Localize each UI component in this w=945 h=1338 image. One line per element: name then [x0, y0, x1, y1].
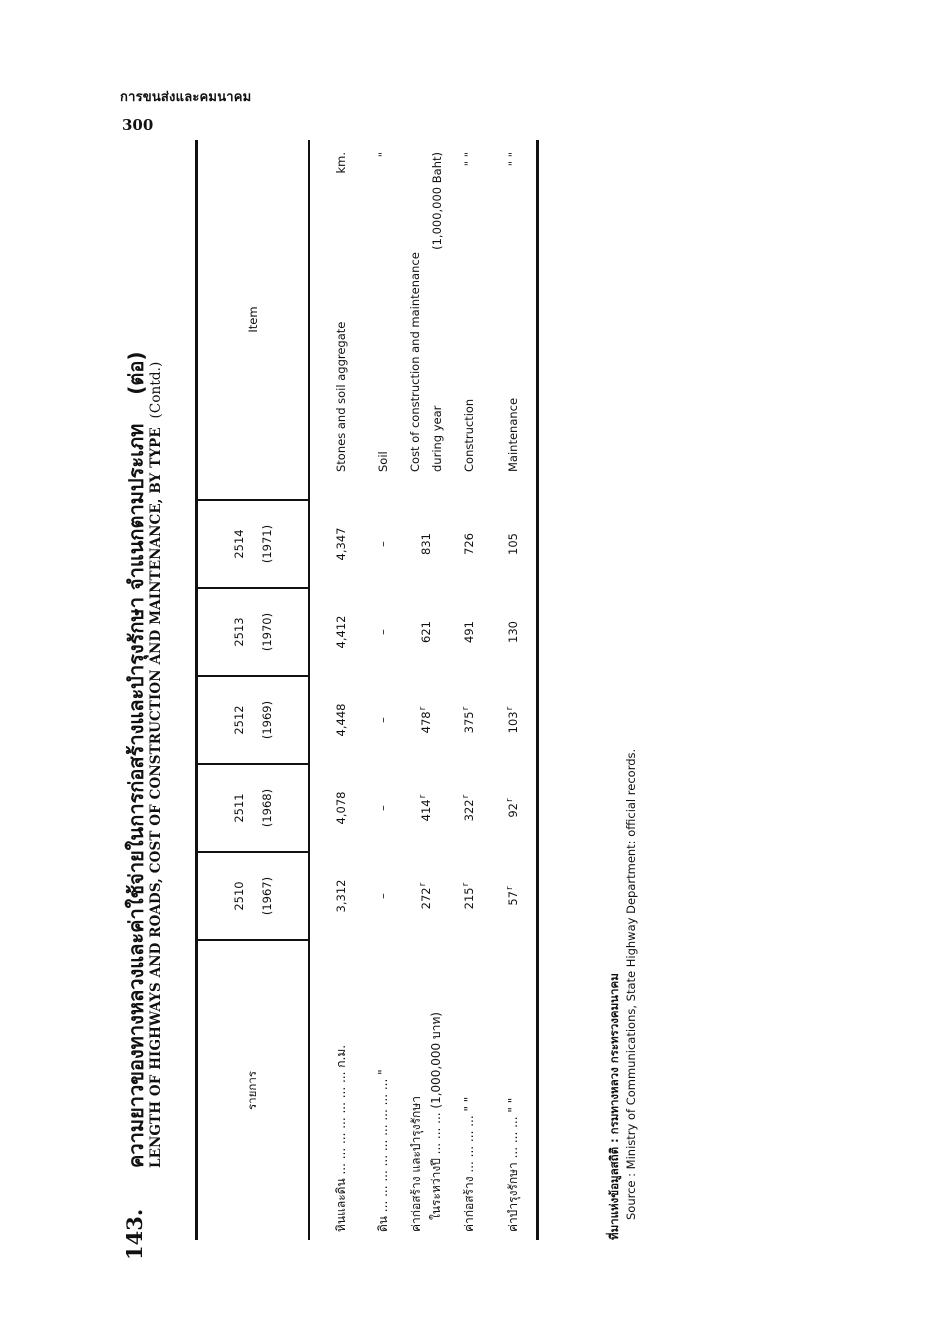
item-en: Maintenance — [505, 397, 520, 472]
year-be: 2514 — [231, 529, 246, 559]
table-row-maintenance — [490, 140, 538, 1240]
page-number: 300 — [122, 116, 154, 134]
row-label-thai: หินและดิน ... ... ... ... ... ... ... ก.ม. — [333, 1044, 348, 1232]
unit-label: " " — [461, 152, 476, 167]
value-cell: 4,347 — [333, 527, 348, 561]
header-year-1970 — [197, 588, 309, 676]
highway-data-table — [195, 140, 539, 1240]
table-row-stones-soil — [309, 140, 362, 1240]
row-label-english — [404, 140, 448, 500]
header-thai-item: รายการ — [197, 940, 309, 1240]
revised-mark: r — [505, 798, 516, 803]
table-title-english — [148, 362, 164, 1168]
header-english-item: Item — [197, 140, 309, 500]
value-cell: 92$^r$ — [490, 764, 538, 852]
item-en: Cost of construction and maintenance — [407, 252, 422, 472]
item-en: Construction — [461, 398, 476, 472]
value-cell: 272$^r$ — [418, 882, 433, 910]
value-cell: 105 — [490, 500, 538, 588]
value-cell: 57$^r$ — [490, 852, 538, 940]
section-header: การขนส่งและคมนาคม — [120, 90, 252, 105]
year-ce: (1967) — [259, 876, 274, 916]
value-cell: 4,412 — [333, 615, 348, 649]
year-be: 2511 — [231, 793, 246, 823]
item-en-line2: during year (1,000,000 Baht) — [426, 140, 448, 472]
value-cell: – — [375, 541, 390, 547]
header-year-1968 — [197, 764, 309, 852]
row-label-english — [362, 140, 404, 500]
source-note — [606, 749, 640, 1240]
header-year-1971 — [197, 500, 309, 588]
table-header-row — [197, 140, 309, 1240]
source-thai: ที่มาแห่งข้อมูลสถิติ : กรมทางหลวง กระทรวงคมนาคม — [607, 973, 621, 1240]
item-en: Stones and soil aggregate — [333, 321, 348, 472]
table-row-construction — [448, 140, 490, 1240]
revised-mark: r — [418, 882, 429, 887]
value-cell: 4,448 — [333, 703, 348, 737]
value-cell: – — [375, 805, 390, 811]
table-row-soil — [362, 140, 404, 1240]
year-be: 2512 — [231, 705, 246, 735]
year-be: 2510 — [231, 881, 246, 911]
value-cell: 215$^r$ — [461, 882, 476, 910]
value-cell: 130 — [490, 588, 538, 676]
value-cell: 4,078 — [333, 791, 348, 825]
revised-mark: r — [505, 706, 516, 711]
value-cell: 414$^r$ — [418, 794, 433, 822]
unit-label: " " — [505, 152, 520, 167]
unit-label: (1,000,000 Baht) — [429, 152, 444, 250]
value-cell: 621 — [418, 621, 433, 643]
year-ce: (1968) — [259, 788, 274, 828]
rotated-table-sheet — [120, 130, 680, 1260]
title-thai-suffix: (ต่อ) — [124, 351, 148, 395]
row-label-thai: ดิน ... ... ... ... ... ... ... ... ... " — [375, 1069, 390, 1232]
title-english-text: LENGTH OF HIGHWAYS AND ROADS, COST OF CONSTRUCTION AND MAINTENANCE, BY TYPE — [148, 427, 164, 1168]
source-english: Source : Ministry of Communications, State Highway Department: official records. — [624, 748, 638, 1220]
revised-mark: r — [461, 794, 472, 799]
row-label-thai: ค่าบำรุงรักษา ... ... ... " " — [490, 940, 538, 1240]
revised-mark: r — [461, 706, 472, 711]
value-cell: 322$^r$ — [461, 794, 476, 822]
value-cell: – — [375, 629, 390, 635]
unit-label: " — [375, 152, 390, 158]
year-ce: (1969) — [259, 700, 274, 740]
value-cell: 375$^r$ — [461, 706, 476, 734]
header-year-1967 — [197, 852, 309, 940]
title-thai-text: ความยาวของทางหลวงและค่าใช้จ่ายในการก่อสร้างและบำรุงรักษา จำแนกตามประเภท — [124, 423, 148, 1168]
value-cell: 478$^r$ — [418, 706, 433, 734]
title-english-suffix: (Contd.) — [148, 361, 164, 419]
revised-mark: r — [418, 794, 429, 799]
table-number: 143. — [122, 1208, 147, 1260]
header-year-1969 — [197, 676, 309, 764]
value-cell: 103$^r$ — [490, 676, 538, 764]
revised-mark: r — [461, 882, 472, 887]
row-label-english — [309, 140, 362, 500]
year-ce: (1970) — [259, 612, 274, 652]
value-cell: 726 — [461, 533, 476, 555]
value-cell: 491 — [461, 621, 476, 643]
year-be: 2513 — [231, 617, 246, 647]
value-cell: – — [375, 893, 390, 899]
value-cell: 831 — [418, 533, 433, 555]
item-en: Soil — [375, 451, 390, 472]
revised-mark: r — [418, 706, 429, 711]
row-label-thai: ค่าก่อสร้าง ... ... ... ... " " — [461, 1096, 476, 1232]
value-cell: – — [375, 717, 390, 723]
row-label-english — [490, 140, 538, 500]
revised-mark: r — [505, 886, 516, 891]
value-cell: 3,312 — [333, 879, 348, 913]
row-label-thai: ค่าก่อสร้าง และบำรุงรักษา ในระหว่างปี ... ... ... (1,000,000 บาท) — [408, 1012, 443, 1232]
year-ce: (1971) — [259, 524, 274, 564]
unit-label: km. — [333, 152, 348, 174]
table-row-cost-total — [404, 140, 448, 1240]
row-label-english — [448, 140, 490, 500]
